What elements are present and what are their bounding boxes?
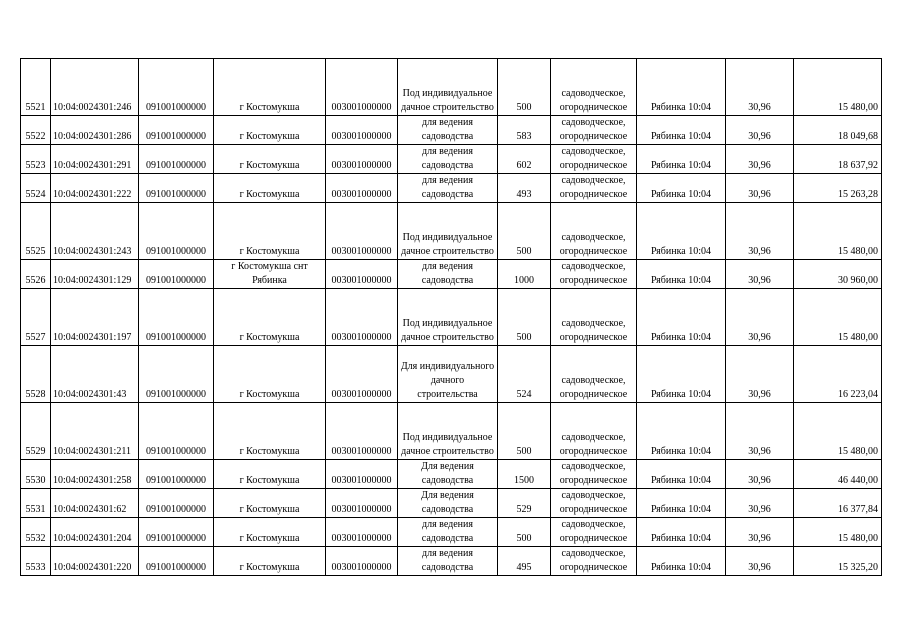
use-category-cell: садоводческое, огородническое (551, 460, 637, 489)
locality-cell: г Костомукша (214, 203, 326, 260)
permitted-use-cell: для ведения садоводства (398, 174, 498, 203)
table-row (21, 174, 882, 203)
locality-cell: г Костомукша (214, 289, 326, 346)
cadastral-zone-cell: Рябинка 10:04 (637, 145, 726, 174)
specific-value-cell: 30,96 (726, 203, 794, 260)
oktmo-code-cell: 003001000000 (326, 460, 398, 489)
table-row (21, 547, 882, 576)
row-number-cell: 5524 (21, 174, 51, 203)
table-row (21, 489, 882, 518)
locality-cell: г Костомукша (214, 489, 326, 518)
permitted-use-cell: для ведения садоводства (398, 518, 498, 547)
area-cell: 602 (498, 145, 551, 174)
cadastral-number-cell: 10:04:0024301:222 (51, 174, 139, 203)
specific-value-cell: 30,96 (726, 460, 794, 489)
row-number-cell: 5525 (21, 203, 51, 260)
locality-cell: г Костомукша снт Рябинка (214, 260, 326, 289)
use-category-cell: садоводческое, огородническое (551, 518, 637, 547)
okato-code-cell: 091001000000 (139, 489, 214, 518)
okato-code-cell: 091001000000 (139, 260, 214, 289)
specific-value-cell: 30,96 (726, 346, 794, 403)
cadastral-cost-cell: 15 480,00 (794, 403, 882, 460)
cadastral-cost-cell: 16 223,04 (794, 346, 882, 403)
permitted-use-cell: для ведения садоводства (398, 145, 498, 174)
permitted-use-cell: Под индивидуальное дачное строительство (398, 59, 498, 116)
use-category-cell: садоводческое, огородническое (551, 174, 637, 203)
use-category-cell: садоводческое, огородническое (551, 346, 637, 403)
cadastral-zone-cell: Рябинка 10:04 (637, 547, 726, 576)
use-category-cell: садоводческое, огородническое (551, 260, 637, 289)
locality-cell: г Костомукша (214, 346, 326, 403)
row-number-cell: 5522 (21, 116, 51, 145)
specific-value-cell: 30,96 (726, 547, 794, 576)
locality-cell: г Костомукша (214, 174, 326, 203)
use-category-cell: садоводческое, огородническое (551, 59, 637, 116)
permitted-use-cell: для ведения садоводства (398, 260, 498, 289)
row-number-cell: 5532 (21, 518, 51, 547)
permitted-use-cell: для ведения садоводства (398, 547, 498, 576)
cadastral-zone-cell: Рябинка 10:04 (637, 518, 726, 547)
oktmo-code-cell: 003001000000 (326, 203, 398, 260)
locality-cell: г Костомукша (214, 59, 326, 116)
specific-value-cell: 30,96 (726, 289, 794, 346)
use-category-cell: садоводческое, огородническое (551, 203, 637, 260)
cadastral-cost-cell: 18 049,68 (794, 116, 882, 145)
table-row (21, 260, 882, 289)
permitted-use-cell: Для ведения садоводства (398, 460, 498, 489)
locality-cell: г Костомукша (214, 460, 326, 489)
table-row (21, 116, 882, 145)
oktmo-code-cell: 003001000000 (326, 518, 398, 547)
okato-code-cell: 091001000000 (139, 346, 214, 403)
cadastral-number-cell: 10:04:0024301:246 (51, 59, 139, 116)
use-category-cell: садоводческое, огородническое (551, 116, 637, 145)
specific-value-cell: 30,96 (726, 116, 794, 145)
use-category-cell: садоводческое, огородническое (551, 489, 637, 518)
permitted-use-cell: Для индивидуального дачного строительства (398, 346, 498, 403)
cadastral-number-cell: 10:04:0024301:243 (51, 203, 139, 260)
cadastral-zone-cell: Рябинка 10:04 (637, 174, 726, 203)
use-category-cell: садоводческое, огородническое (551, 289, 637, 346)
oktmo-code-cell: 003001000000 (326, 145, 398, 174)
land-plots-table (20, 58, 882, 576)
row-number-cell: 5526 (21, 260, 51, 289)
cadastral-cost-cell: 15 480,00 (794, 59, 882, 116)
locality-cell: г Костомукша (214, 145, 326, 174)
area-cell: 583 (498, 116, 551, 145)
table-row (21, 460, 882, 489)
okato-code-cell: 091001000000 (139, 145, 214, 174)
area-cell: 1000 (498, 260, 551, 289)
specific-value-cell: 30,96 (726, 403, 794, 460)
table-row (21, 346, 882, 403)
cadastral-cost-cell: 15 480,00 (794, 289, 882, 346)
okato-code-cell: 091001000000 (139, 403, 214, 460)
cadastral-number-cell: 10:04:0024301:291 (51, 145, 139, 174)
oktmo-code-cell: 003001000000 (326, 59, 398, 116)
specific-value-cell: 30,96 (726, 174, 794, 203)
table-row (21, 518, 882, 547)
cadastral-cost-cell: 15 263,28 (794, 174, 882, 203)
okato-code-cell: 091001000000 (139, 460, 214, 489)
oktmo-code-cell: 003001000000 (326, 174, 398, 203)
area-cell: 529 (498, 489, 551, 518)
cadastral-number-cell: 10:04:0024301:43 (51, 346, 139, 403)
specific-value-cell: 30,96 (726, 489, 794, 518)
permitted-use-cell: Под индивидуальное дачное строительство (398, 289, 498, 346)
locality-cell: г Костомукша (214, 547, 326, 576)
area-cell: 495 (498, 547, 551, 576)
okato-code-cell: 091001000000 (139, 547, 214, 576)
okato-code-cell: 091001000000 (139, 116, 214, 145)
cadastral-zone-cell: Рябинка 10:04 (637, 489, 726, 518)
permitted-use-cell: Под индивидуальное дачное строительство (398, 203, 498, 260)
oktmo-code-cell: 003001000000 (326, 403, 398, 460)
cadastral-zone-cell: Рябинка 10:04 (637, 460, 726, 489)
area-cell: 1500 (498, 460, 551, 489)
locality-cell: г Костомукша (214, 116, 326, 145)
cadastral-cost-cell: 15 480,00 (794, 518, 882, 547)
cadastral-number-cell: 10:04:0024301:220 (51, 547, 139, 576)
row-number-cell: 5523 (21, 145, 51, 174)
cadastral-number-cell: 10:04:0024301:211 (51, 403, 139, 460)
cadastral-number-cell: 10:04:0024301:197 (51, 289, 139, 346)
cadastral-number-cell: 10:04:0024301:129 (51, 260, 139, 289)
table-row (21, 59, 882, 116)
row-number-cell: 5530 (21, 460, 51, 489)
area-cell: 500 (498, 203, 551, 260)
area-cell: 500 (498, 59, 551, 116)
table-row (21, 289, 882, 346)
area-cell: 524 (498, 346, 551, 403)
locality-cell: г Костомукша (214, 518, 326, 547)
oktmo-code-cell: 003001000000 (326, 547, 398, 576)
use-category-cell: садоводческое, огородническое (551, 547, 637, 576)
okato-code-cell: 091001000000 (139, 59, 214, 116)
okato-code-cell: 091001000000 (139, 289, 214, 346)
use-category-cell: садоводческое, огородническое (551, 403, 637, 460)
locality-cell: г Костомукша (214, 403, 326, 460)
row-number-cell: 5533 (21, 547, 51, 576)
cadastral-number-cell: 10:04:0024301:204 (51, 518, 139, 547)
specific-value-cell: 30,96 (726, 145, 794, 174)
okato-code-cell: 091001000000 (139, 203, 214, 260)
cadastral-zone-cell: Рябинка 10:04 (637, 59, 726, 116)
area-cell: 500 (498, 289, 551, 346)
cadastral-zone-cell: Рябинка 10:04 (637, 203, 726, 260)
table-row (21, 145, 882, 174)
use-category-cell: садоводческое, огородническое (551, 145, 637, 174)
oktmo-code-cell: 003001000000 (326, 489, 398, 518)
row-number-cell: 5521 (21, 59, 51, 116)
row-number-cell: 5528 (21, 346, 51, 403)
oktmo-code-cell: 003001000000 (326, 346, 398, 403)
permitted-use-cell: Для ведения садоводства (398, 489, 498, 518)
cadastral-zone-cell: Рябинка 10:04 (637, 116, 726, 145)
cadastral-cost-cell: 30 960,00 (794, 260, 882, 289)
cadastral-zone-cell: Рябинка 10:04 (637, 346, 726, 403)
row-number-cell: 5531 (21, 489, 51, 518)
cadastral-cost-cell: 46 440,00 (794, 460, 882, 489)
table-row (21, 203, 882, 260)
okato-code-cell: 091001000000 (139, 174, 214, 203)
permitted-use-cell: Под индивидуальное дачное строительство (398, 403, 498, 460)
table-row (21, 403, 882, 460)
cadastral-number-cell: 10:04:0024301:286 (51, 116, 139, 145)
cadastral-cost-cell: 15 480,00 (794, 203, 882, 260)
cadastral-cost-cell: 16 377,84 (794, 489, 882, 518)
area-cell: 500 (498, 403, 551, 460)
permitted-use-cell: для ведения садоводства (398, 116, 498, 145)
cadastral-cost-cell: 18 637,92 (794, 145, 882, 174)
oktmo-code-cell: 003001000000 (326, 116, 398, 145)
cadastral-number-cell: 10:04:0024301:258 (51, 460, 139, 489)
area-cell: 493 (498, 174, 551, 203)
cadastral-zone-cell: Рябинка 10:04 (637, 403, 726, 460)
cadastral-cost-cell: 15 325,20 (794, 547, 882, 576)
oktmo-code-cell: 003001000000 (326, 289, 398, 346)
cadastral-number-cell: 10:04:0024301:62 (51, 489, 139, 518)
area-cell: 500 (498, 518, 551, 547)
oktmo-code-cell: 003001000000 (326, 260, 398, 289)
cadastral-zone-cell: Рябинка 10:04 (637, 289, 726, 346)
specific-value-cell: 30,96 (726, 518, 794, 547)
row-number-cell: 5527 (21, 289, 51, 346)
specific-value-cell: 30,96 (726, 59, 794, 116)
specific-value-cell: 30,96 (726, 260, 794, 289)
cadastral-zone-cell: Рябинка 10:04 (637, 260, 726, 289)
row-number-cell: 5529 (21, 403, 51, 460)
okato-code-cell: 091001000000 (139, 518, 214, 547)
